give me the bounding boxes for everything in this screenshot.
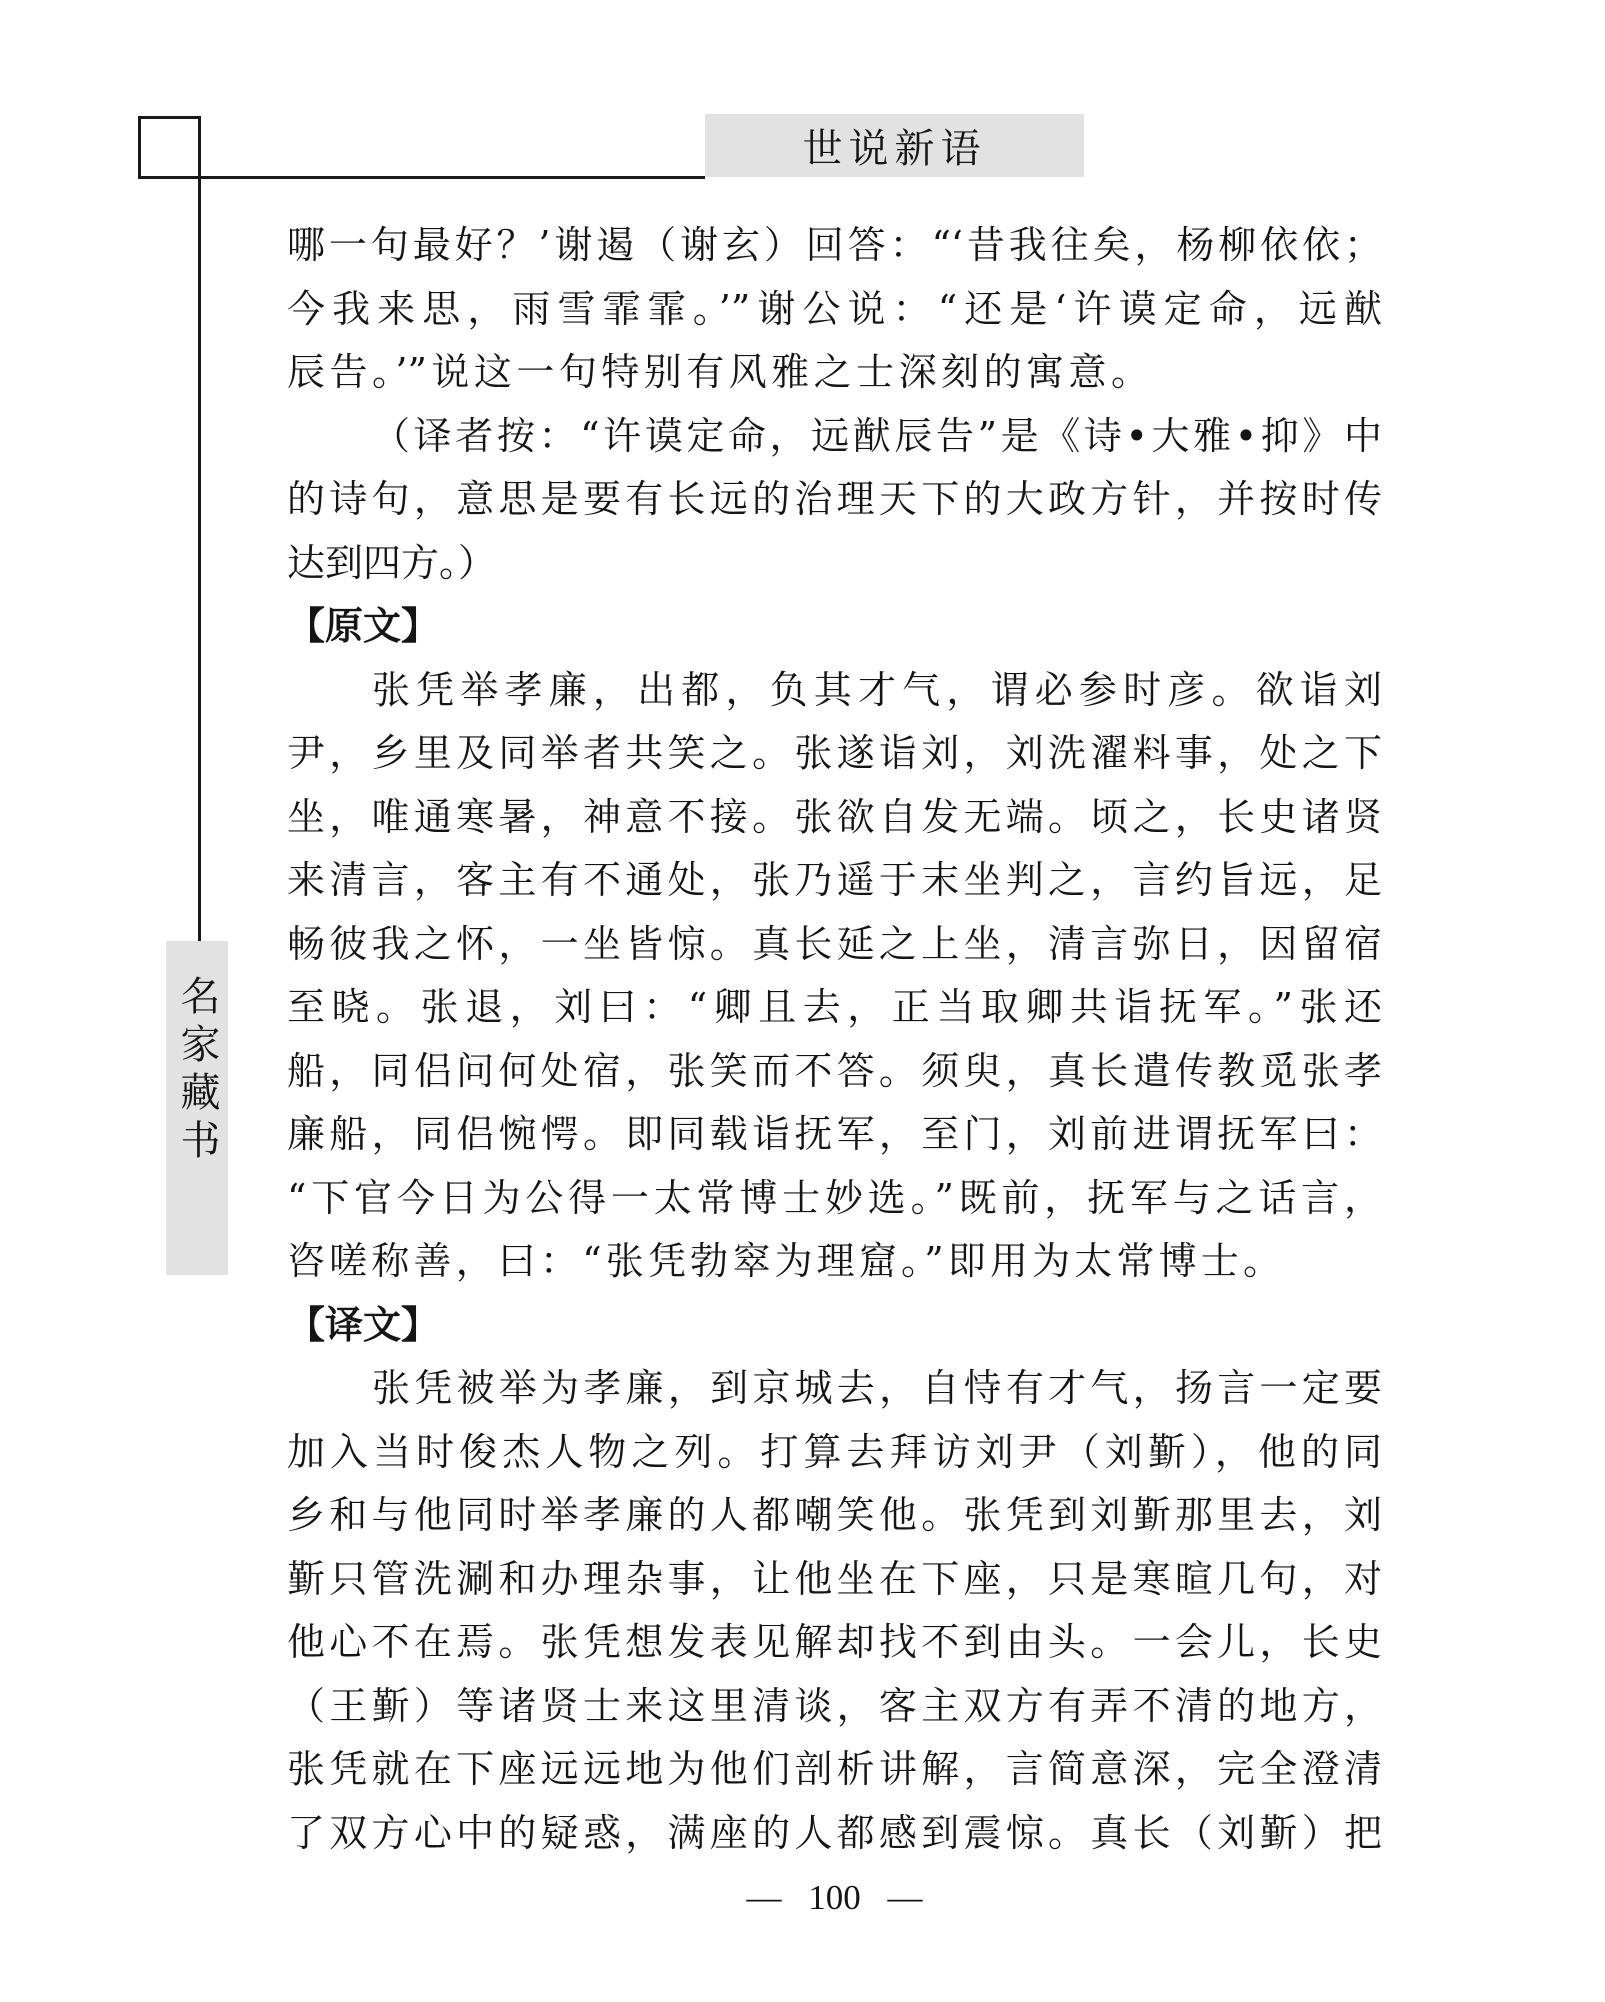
paragraph-translation [287, 1357, 1382, 1865]
text-line: 来清言，客主有不通处，张乃遥于末坐判之，言约旨远，足 [287, 858, 1382, 902]
text-line: 张凭被举为孝廉，到京城去，自恃有才气，扬言一定要 [372, 1366, 1382, 1410]
text-line: 斳只管洗涮和办理杂事，让他坐在下座，只是寒暄几句，对 [287, 1556, 1382, 1601]
text-line: 张凭举孝廉，出都，负其才气，谓必参时彦。欲诣刘 [372, 667, 1382, 712]
text-line: （译者按：“许谟定命，远猷辰告”是《诗•大雅•抑》中 [372, 413, 1382, 458]
paragraph-original [287, 659, 1382, 1294]
section-heading-translation: 【译文】 [287, 1302, 440, 1347]
text-line: 咨嗟称善，曰：“张凭勃窣为理窟。”即用为太常博士。 [287, 1239, 1281, 1283]
text-line: 辰告。’”说这一句特别有风雅之士深刻的寓意。 [287, 350, 1149, 394]
sidebar-label: 名家藏书 [174, 975, 220, 1167]
header-title: 世说新语 [802, 126, 987, 172]
page-header [705, 114, 1084, 177]
text-line: 坐，唯通寒暑，神意不接。张欲自发无端。顷之，长史诸贤 [287, 794, 1382, 839]
body-text [287, 214, 1382, 1865]
text-line: 乡和与他同时举孝廉的人都嘲笑他。张凭到刘斳那里去，刘 [287, 1493, 1382, 1537]
text-line: 船，同侣问何处宿，张笑而不答。须臾，真长遣传教觅张孝 [287, 1048, 1382, 1093]
sidebar-tab [166, 941, 228, 1275]
text-line: 了双方心中的疑惑，满座的人都感到震惊。真长（刘斳）把 [287, 1810, 1382, 1855]
page-number: — 100 — [746, 1878, 923, 1917]
paragraph-continued-translation [287, 214, 1382, 405]
corner-box [138, 116, 201, 179]
text-line: （王斳）等诸贤士来这里清谈，客主双方有弄不清的地方， [287, 1683, 1382, 1728]
side-rule [198, 116, 201, 941]
text-line: 今我来思，雨雪霏霏。’”谢公说：“还是‘许谟定命，远猷 [287, 286, 1382, 331]
text-line: 至晓。张退，刘曰：“卿且去，正当取卿共诣抚军。”张还 [287, 985, 1382, 1029]
text-line: 加入当时俊杰人物之列。打算去拜访刘尹（刘斳），他的同 [287, 1429, 1382, 1474]
text-line: 廉船，同侣惋愕。即同载诣抚军，至门，刘前进谓抚军曰： [287, 1112, 1382, 1156]
text-line: 的诗句，意思是要有长远的治理天下的大政方针，并按时传 [287, 477, 1382, 521]
text-line: 哪一句最好？’谢遏（谢玄）回答：“‘昔我往矣，杨柳依依； [287, 223, 1382, 267]
header-rule [138, 176, 705, 179]
text-line: 张凭就在下座远远地为他们剖析讲解，言简意深，完全澄清 [287, 1747, 1382, 1791]
paragraph-translator-note [287, 405, 1382, 596]
text-line: “下官今日为公得一太常博士妙选。”既前，抚军与之话言， [287, 1175, 1382, 1220]
text-line: 他心不在焉。张凭想发表见解却找不到由头。一会儿，长史 [287, 1620, 1382, 1664]
text-line: 达到四方。） [287, 540, 497, 585]
text-line: 畅彼我之怀，一坐皆惊。真长延之上坐，清言弥日，因留宿 [287, 921, 1382, 966]
section-heading-original: 【原文】 [287, 604, 440, 648]
text-line: 尹，乡里及同举者共笑之。张遂诣刘，刘洗濯料事，处之下 [287, 731, 1382, 775]
